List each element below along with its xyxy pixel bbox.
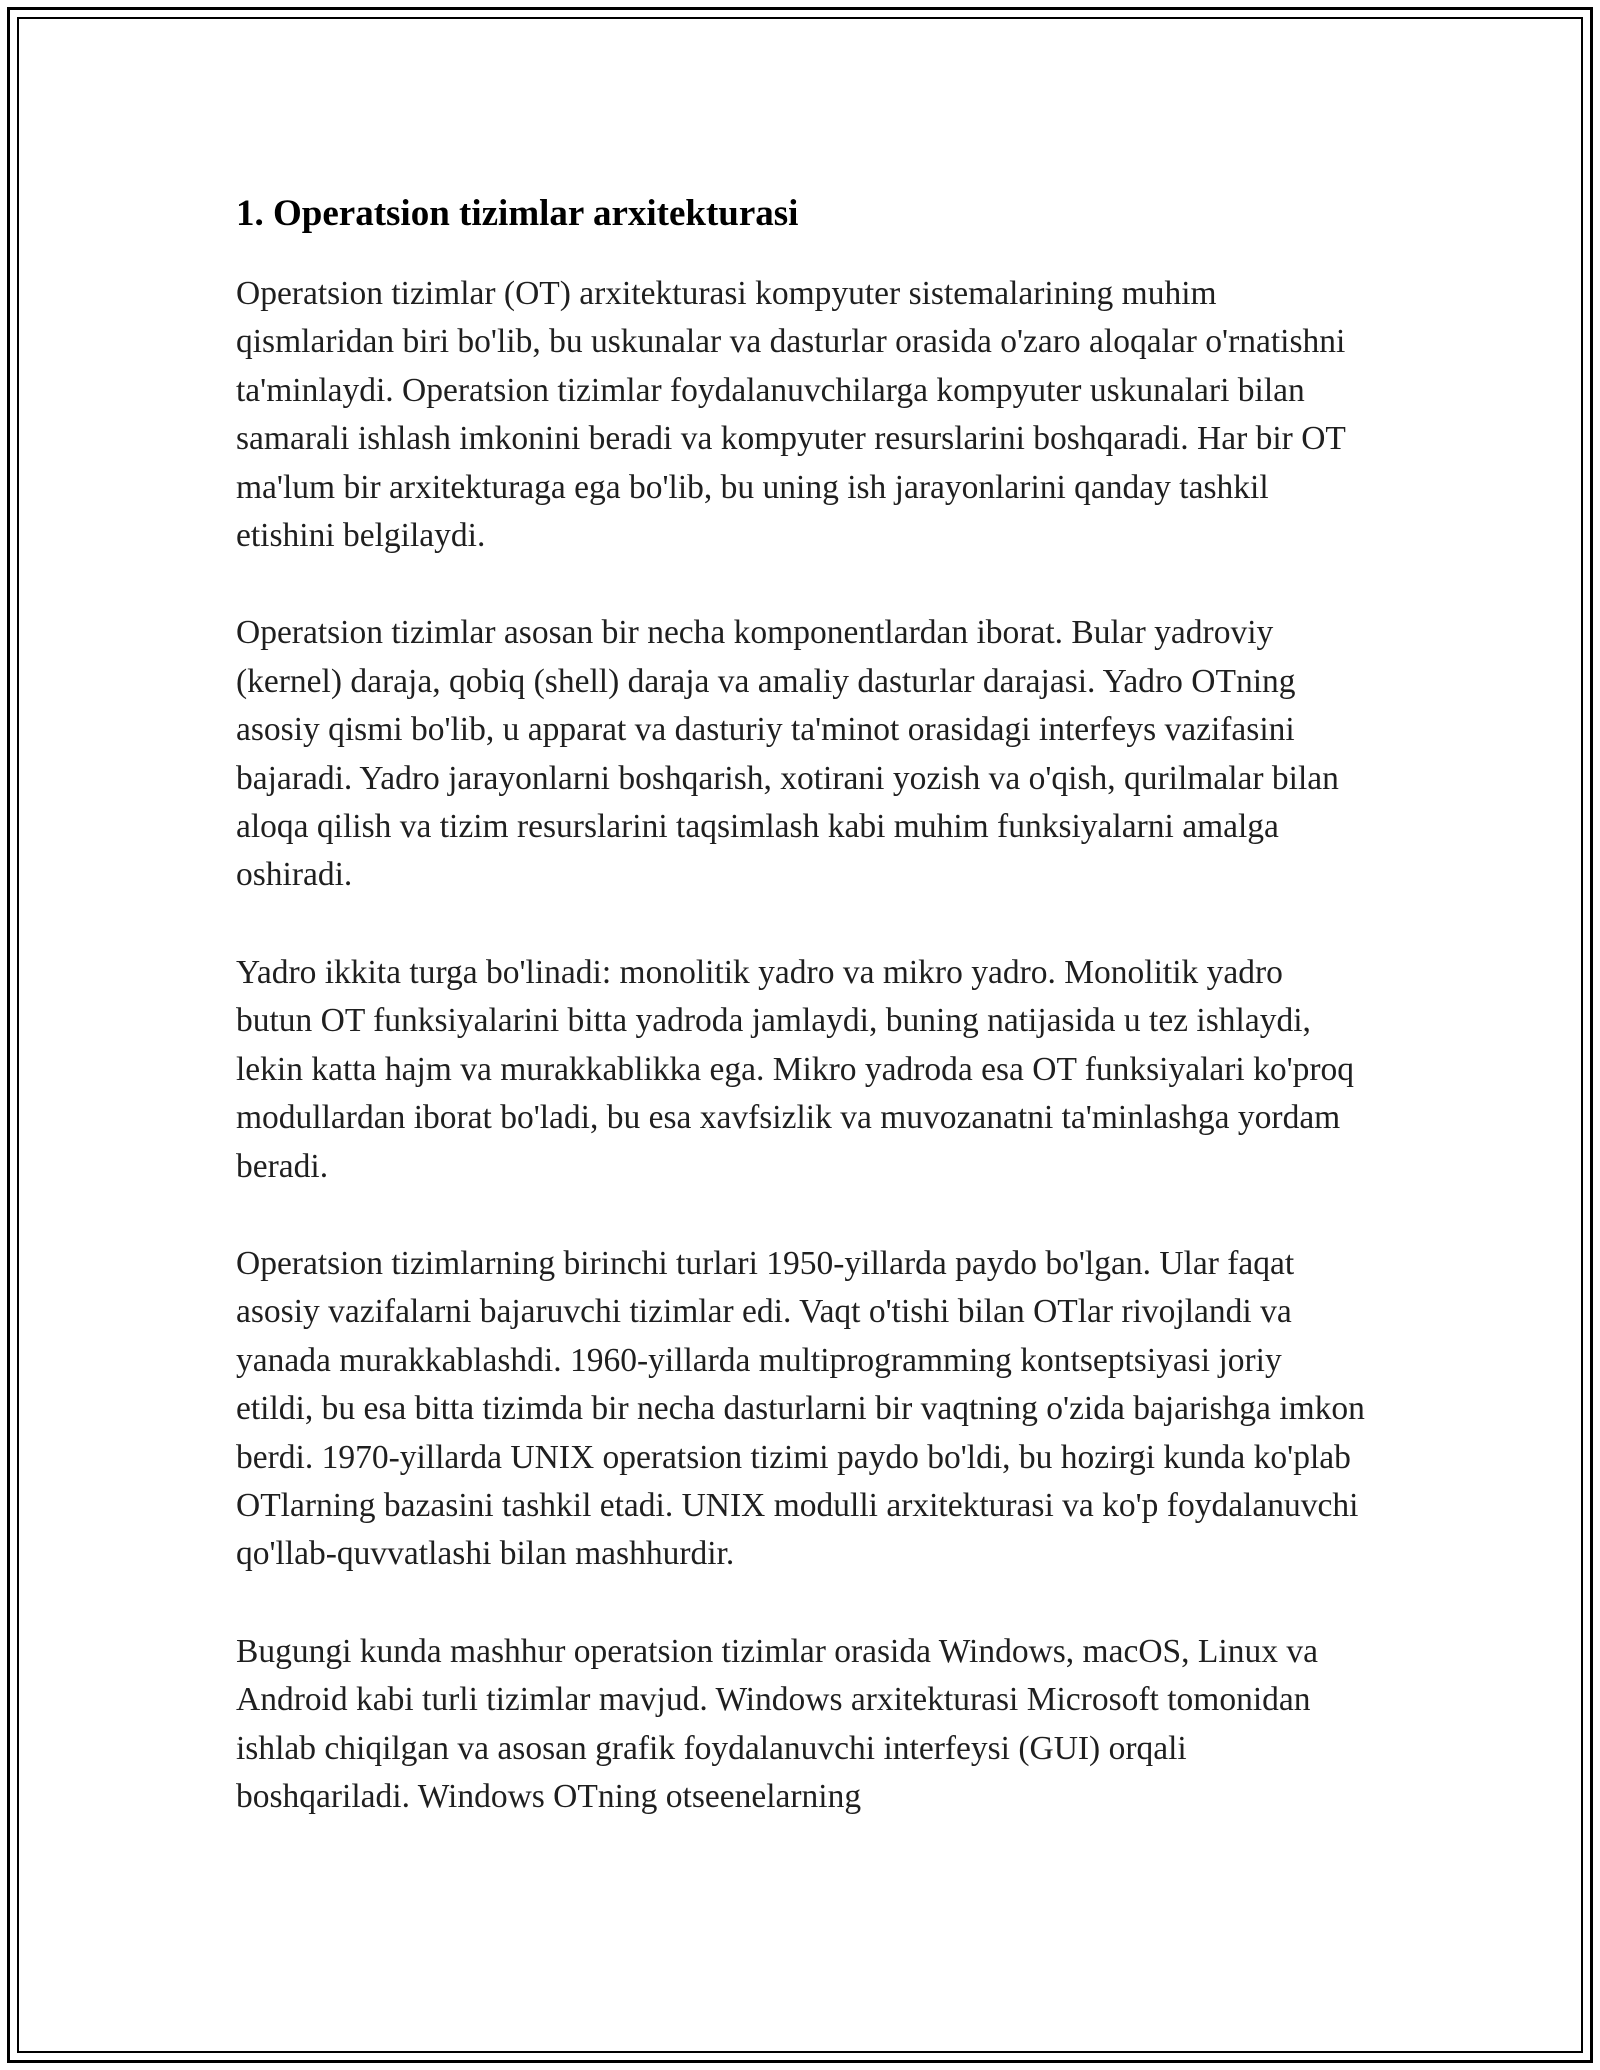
paragraph-2: Operatsion tizimlar asosan bir necha komponentlardan iborat. Bular yadroviy (kernel) daraja, qobiq (shell) daraja va amaliy dasturlar darajasi. Yadro OTning asosiy qismi bo'lib, u apparat va dasturiy ta'minot orasidagi interfeys vazifasini bajaradi. Yadro jarayonlarni boshqarish, xotirani yozish va o'qish, qurilmalar bilan aloqa qilish va tizim resurslarini taqsimlash kabi muhim funksiyalarni amalga oshiradi. xyxy=(236,614,1339,894)
paragraph-4: Operatsion tizimlarning birinchi turlari 1950-yillarda paydo bo'lgan. Ular faqat asosiy vazifalarni bajaruvchi tizimlar edi. Vaqt o'tishi bilan OTlar rivojlandi va yanada murakkablashdi. 1960-yillarda multiprogramming kontseptsiyasi joriy etildi, bu esa bitta tizimda bir necha dasturlarni bir vaqtning o'zida bajarishga imkon berdi. 1970-yillarda UNIX operatsion tizimi paydo bo'ldi, bu hozirgi kunda ko'plab OTlarning bazasini tashkil etadi. UNIX modulli arxitekturasi va ko'p foydalanuvchi qo'llab-quvvatlashi bilan mashhurdir. xyxy=(236,1244,1365,1573)
paragraph-5: Bugungi kunda mashhur operatsion tizimlar orasida Windows, macOS, Linux va Android kabi turli tizimlar mavjud. Windows arxitekturasi Microsoft tomonidan ishlab chiqilgan va asosan grafik foydalanuvchi interfeysi (GUI) orqali boshqariladi. Windows OTning otseenelarning xyxy=(236,1632,1318,1815)
paragraph-1: Operatsion tizimlar (OT) arxitekturasi kompyuter sistemalarining muhim qismlaridan biri bo'lib, bu uskunalar va dasturlar orasida o'zaro aloqalar o'rnatishni ta'minlaydi. Operatsion tizimlar foydalanuvchilarga kompyuter uskunalari bilan samarali ishlash imkonini beradi va kompyuter resurslarini boshqaradi. Har bir OT ma'lum bir arxitekturaga ega bo'lib, bu uning ish jarayonlarini qanday tashkil etishini belgilaydi. xyxy=(236,275,1346,555)
document-body xyxy=(236,182,1366,1821)
section-heading: 1. Operatsion tizimlar arxitekturasi xyxy=(236,193,799,234)
paragraph-3: Yadro ikkita turga bo'linadi: monolitik yadro va mikro yadro. Monolitik yadro butun OT funksiyalarini bitta yadroda jamlaydi, buning natijasida u tez ishlaydi, lekin katta hajm va murakkablikka ega. Mikro yadroda esa OT funksiyalari ko'proq modullardan iborat bo'ladi, bu esa xavfsizlik va muvozanatni ta'minlashga yordam beradi. xyxy=(236,953,1355,1185)
